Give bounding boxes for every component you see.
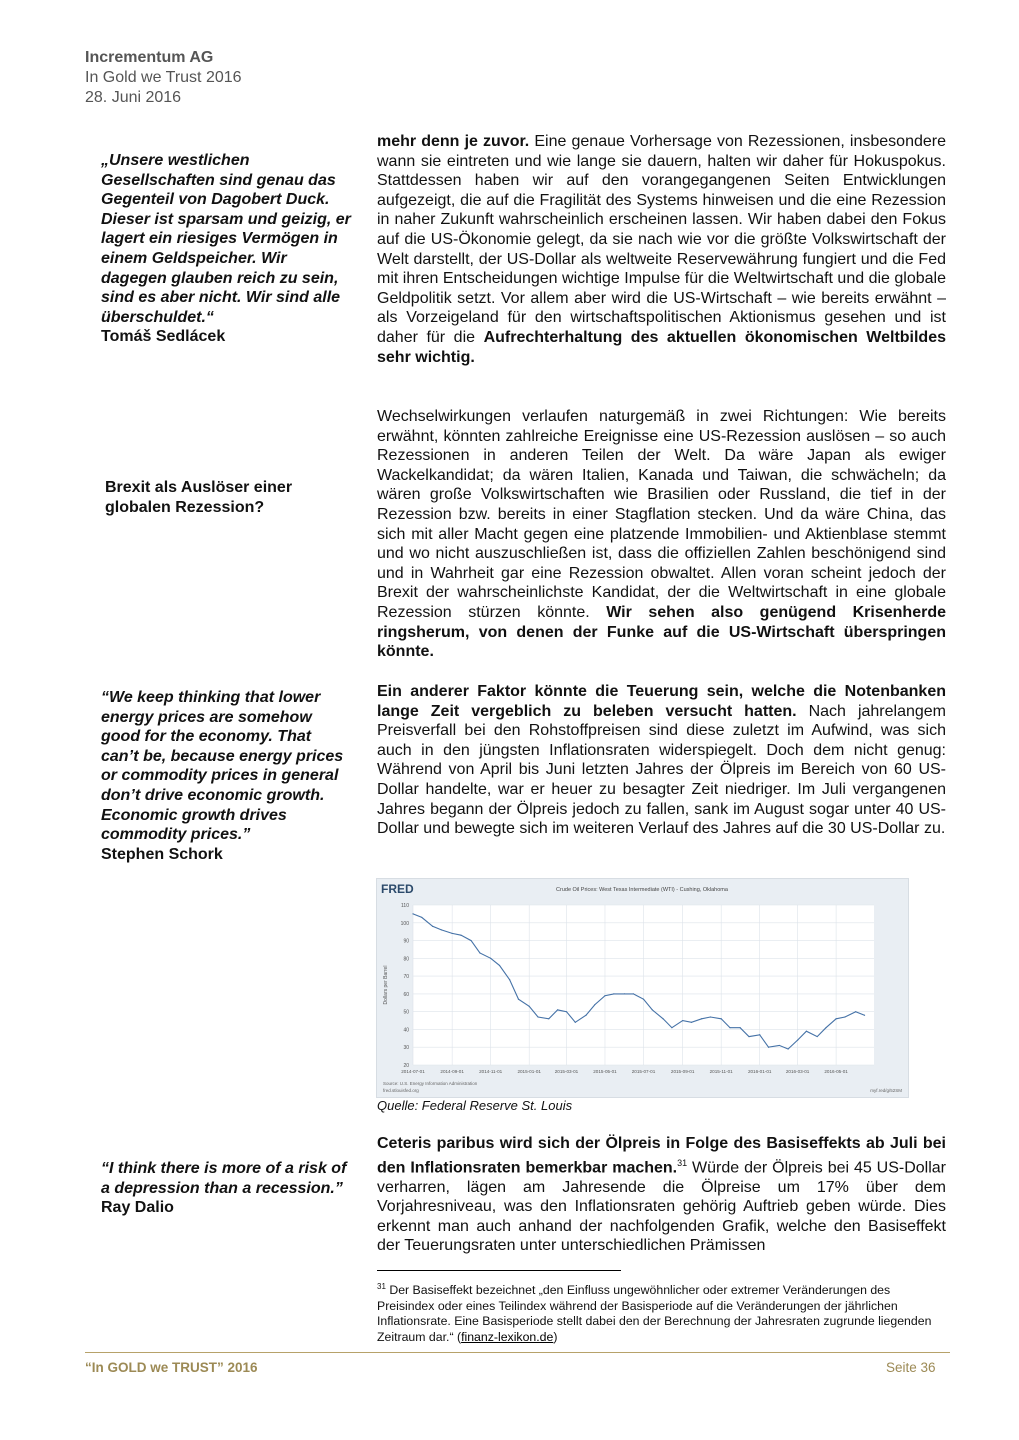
data-point: [412, 913, 413, 914]
x-tick-label: 2015-03-01: [554, 1069, 579, 1074]
data-point: [537, 1016, 538, 1017]
footnote-text: Der Basiseffekt bezeichnet „den Einfluss ungewöhnlicher oder extremer Veränderungen des Preisindex oder eines Teilindex während der Basisperiode auf die Veränderungen der jährlichen Inflationsrate. Eine Basisperiode stellt dabei den der Berechnung der Jahresraten zugrunde liegenden Zeitraum dar.“ (: [377, 1283, 932, 1344]
paragraph-4-bold: Ceteris paribus wird sich der Ölpreis in Folge des Basiseffekts ab Juli bei den Inflationsraten bemerkbar machen.: [377, 1135, 946, 1176]
data-point: [817, 1036, 818, 1037]
sidebar-quote-sedlacek: [101, 151, 351, 347]
paragraph-1-text: Eine genaue Vorhersage von Rezessionen, insbesondere wann sie eintreten und wie lange sie dauern, halten wir daher für Hokuspokus. Stattdessen haben wir auf den vorangegangenen Seiten Entwicklungen aufgezeigt, die auf die Fragilität des Systems hinweisen und die eine Rezession in naher Zukunft wahrscheinlich erscheinen lassen. Wir haben dabei den Fokus auf die US-Ökonomie gelegt, da sie nach wie vor die größte Volkswirtschaft der Welt darstellt, der US-Dollar als weltweite Reservewährung fungiert und die Fed mit ihren Entscheidungen wichtige Impulse für die Weltwirtschaft und die globale Geldpolitik setzt. Vor allem aber wird die US-Wirtschaft – wie bereits erwähnt – als Vorzeigeland für den wirtschaftspolitischen Aktionismus gesehen und ist daher für die: [377, 133, 947, 346]
y-tick-label: 110: [401, 903, 409, 909]
data-point: [748, 1036, 749, 1037]
data-point: [594, 1004, 595, 1005]
quote-author: Tomáš Sedlácek: [101, 328, 226, 346]
data-point: [691, 1022, 692, 1023]
chart-svg: [377, 879, 908, 1097]
data-point: [855, 1011, 856, 1012]
fred-oil-chart: [376, 878, 909, 1098]
data-point: [575, 1022, 576, 1023]
data-point: [518, 999, 519, 1000]
x-tick-label: 2016-01-01: [747, 1069, 772, 1074]
data-point: [836, 1018, 837, 1019]
data-point: [441, 929, 442, 930]
page-number: Seite 36: [886, 1360, 936, 1375]
footnote-divider: [377, 1270, 621, 1271]
data-point: [529, 1006, 530, 1007]
data-point: [788, 1048, 789, 1049]
x-tick-label: 2016-03-01: [785, 1069, 810, 1074]
publication-title: In Gold we Trust 2016: [85, 69, 242, 86]
chart-source: Quelle: Federal Reserve St. Louis: [377, 1098, 573, 1113]
x-tick-label: 2014-09-01: [440, 1069, 464, 1074]
quote-author: Ray Dalio: [101, 1199, 174, 1217]
data-point: [633, 993, 634, 994]
data-point: [432, 926, 433, 927]
data-point: [509, 979, 510, 980]
y-axis-label: Dollars per Barrel: [383, 965, 389, 1005]
data-point: [740, 1027, 741, 1028]
y-tick-label: 60: [403, 991, 409, 998]
data-point: [421, 917, 422, 918]
y-tick-label: 50: [403, 1009, 409, 1016]
x-tick-label: 2016-05-01: [824, 1069, 848, 1074]
paragraph-4: [377, 1134, 946, 1256]
quote-text: “We keep thinking that lower energy prices are somehow good for the economy. That can’t be, because energy prices or commodity prices in general don’t drive economic growth. Economic growth drives commodity prices.”: [101, 689, 344, 844]
x-tick-label: 2014-11-01: [479, 1069, 503, 1074]
data-point: [585, 1015, 586, 1016]
company-name: Incrementum AG: [85, 49, 214, 66]
paragraph-1-bold-start: mehr denn je zuvor.: [377, 133, 530, 150]
footnote-number: 31: [377, 1282, 386, 1291]
paragraph-3-bold: Ein anderer Faktor könnte die Teuerung sein, welche die Notenbanken lange Zeit vergeblich zu beleben versucht hatten.: [377, 683, 946, 720]
quote-text: „Unsere westlichen Gesellschaften sind genau das Gegenteil von Dagobert Duck. Dieser ist sparsam und geizig, er lagert ein riesiges Vermögen in einem Geldspeicher. Wir dagegen glauben reich zu sein, sind es aber nicht. Wir sind alle überschuldet.“: [101, 152, 351, 326]
data-point: [460, 935, 461, 936]
sidebar-heading: Brexit als Auslöser einer globalen Rezession?: [105, 479, 293, 516]
y-tick-label: 80: [403, 956, 409, 963]
data-point: [701, 1018, 702, 1019]
data-point: [759, 1034, 760, 1035]
data-point: [624, 993, 625, 994]
chart-source-note: Source: U.S. Energy Information Administration: [383, 1081, 478, 1086]
data-point: [779, 1045, 780, 1046]
data-point: [470, 940, 471, 941]
paragraph-1-bold-end: Aufrechterhaltung des aktuellen ökonomischen Weltbildes sehr wichtig.: [377, 328, 947, 366]
paragraph-2: [377, 407, 946, 662]
sidebar-quote-dalio: [101, 1159, 351, 1218]
data-point: [548, 1018, 549, 1019]
footnote-link[interactable]: finanz-lexikon.de: [461, 1329, 554, 1344]
footnote: [377, 1279, 937, 1345]
paragraph-3: [377, 682, 946, 839]
footnote-reference[interactable]: 31: [677, 1157, 688, 1168]
data-point: [729, 1027, 730, 1028]
data-point: [721, 1018, 722, 1019]
data-point: [671, 1027, 672, 1028]
x-tick-label: 2015-05-01: [593, 1069, 617, 1074]
data-point: [797, 1040, 798, 1041]
data-point: [557, 1009, 558, 1010]
footer-divider: [85, 1352, 950, 1353]
data-point: [768, 1047, 769, 1048]
quote-text: “I think there is more of a risk of a depression than a recession.”: [101, 1160, 347, 1197]
data-point: [643, 999, 644, 1000]
paragraph-2-text: Wechselwirkungen verlaufen naturgemäß in zwei Richtungen: Wie bereits erwähnt, könnten zahlreiche Ereignisse eine US-Rezession auslösen – so auch Rezessionen in anderen Teilen der Welt. Da wäre Japan als ewiger Wackelkandidat; da wären Italien, Kanada und Taiwan, die schwächeln; da wären große Volkswirtschaften wie Brasilien oder Russland, die tief in der Rezession bzw. bereits in einer Stagflation stecken. Und da wäre China, das sich mit aller Macht gegen eine platzende Immobilien- und Aktienblase stemmt und wo nicht auszuschließen ist, dass die offiziellen Zahlen beschönigend sind und in Wahrheit gar eine Rezession obwaltet. Allen voran scheint jedoch der Brexit der wahrscheinlichste Kandidat, der die Weltwirtschaft in eine globale Rezession stürzen könnte.: [377, 408, 946, 621]
chart-site: fred.stlouisfed.org: [383, 1088, 419, 1093]
data-point: [682, 1020, 683, 1021]
footer-title: “In GOLD we TRUST” 2016: [85, 1360, 258, 1375]
paragraph-1: [377, 132, 946, 367]
data-point: [662, 1018, 663, 1019]
data-point: [452, 933, 453, 934]
chart-title: Crude Oil Prices: West Texas Intermediate (WTI) - Cushing, Oklahoma: [556, 887, 728, 893]
y-tick-label: 40: [403, 1027, 409, 1034]
publication-date: 28. Juni 2016: [85, 89, 182, 106]
paragraph-2-bold: Wir sehen also genügend Krisenherde ringsherum, von denen der Funke auf die US-Wirtschaft überspringen könnte.: [377, 603, 946, 661]
data-point: [806, 1031, 807, 1032]
footnote-close: ): [553, 1329, 558, 1344]
paragraph-3-text: Nach jahrelangem Preisverfall bei den Rohstoffpreisen sind diese zuletzt im Aufwind, was sich auch in den jüngsten Inflationsraten widerspiegelt. Doch dem nicht genug: Während von April bis Juni letzten Jahres der Ölpreis im Bereich von 60 US-Dollar handelte, war er heuer zu besagter Zeit niedriger. Im Juli vergangenen Jahres begann der Ölpreis jedoch zu fallen, sank im August sogar unter 40 US-Dollar und bewegte sich im weiteren Verlauf des Jahres auf die 30 US-Dollar zu.: [377, 702, 947, 838]
quote-author: Stephen Schork: [101, 845, 223, 863]
data-point: [566, 1011, 567, 1012]
sidebar-quote-schork: [101, 688, 351, 864]
data-point: [844, 1016, 845, 1017]
data-point: [604, 995, 605, 996]
data-point: [499, 965, 500, 966]
x-tick-label: 2015-11-01: [709, 1069, 733, 1074]
y-tick-label: 20: [403, 1063, 409, 1069]
data-point: [613, 993, 614, 994]
y-tick-label: 100: [400, 920, 409, 927]
data-point: [652, 1009, 653, 1010]
data-point: [490, 958, 491, 959]
x-tick-label: 2014-07-01: [401, 1069, 425, 1074]
page-header: [85, 48, 242, 108]
paragraph-4-text: Würde der Ölpreis bei 45 US-Dollar verharren, lägen am Jahresende die Ölpreise um 17% über dem Vorjahresniveau, was den Inflationsraten gehörig Auftrieb geben würde. Dies erkennt man auch anhand der nachfolgenden Grafik, welche den Basiseffekt der Teuerungsraten unter unterschiedlichen Prämissen: [377, 1158, 947, 1255]
data-point: [864, 1015, 865, 1016]
y-tick-label: 90: [403, 938, 409, 945]
data-point: [479, 952, 480, 953]
y-tick-label: 30: [403, 1045, 409, 1052]
chart-short-url: myf.red/g/52SM: [870, 1088, 902, 1093]
x-tick-label: 2015-09-01: [670, 1069, 695, 1074]
x-tick-label: 2015-01-01: [517, 1069, 541, 1074]
fred-logo: FRED: [381, 882, 414, 896]
y-tick-label: 70: [403, 974, 409, 981]
data-point: [710, 1016, 711, 1017]
data-point: [825, 1027, 826, 1028]
x-tick-label: 2015-07-01: [631, 1069, 656, 1074]
